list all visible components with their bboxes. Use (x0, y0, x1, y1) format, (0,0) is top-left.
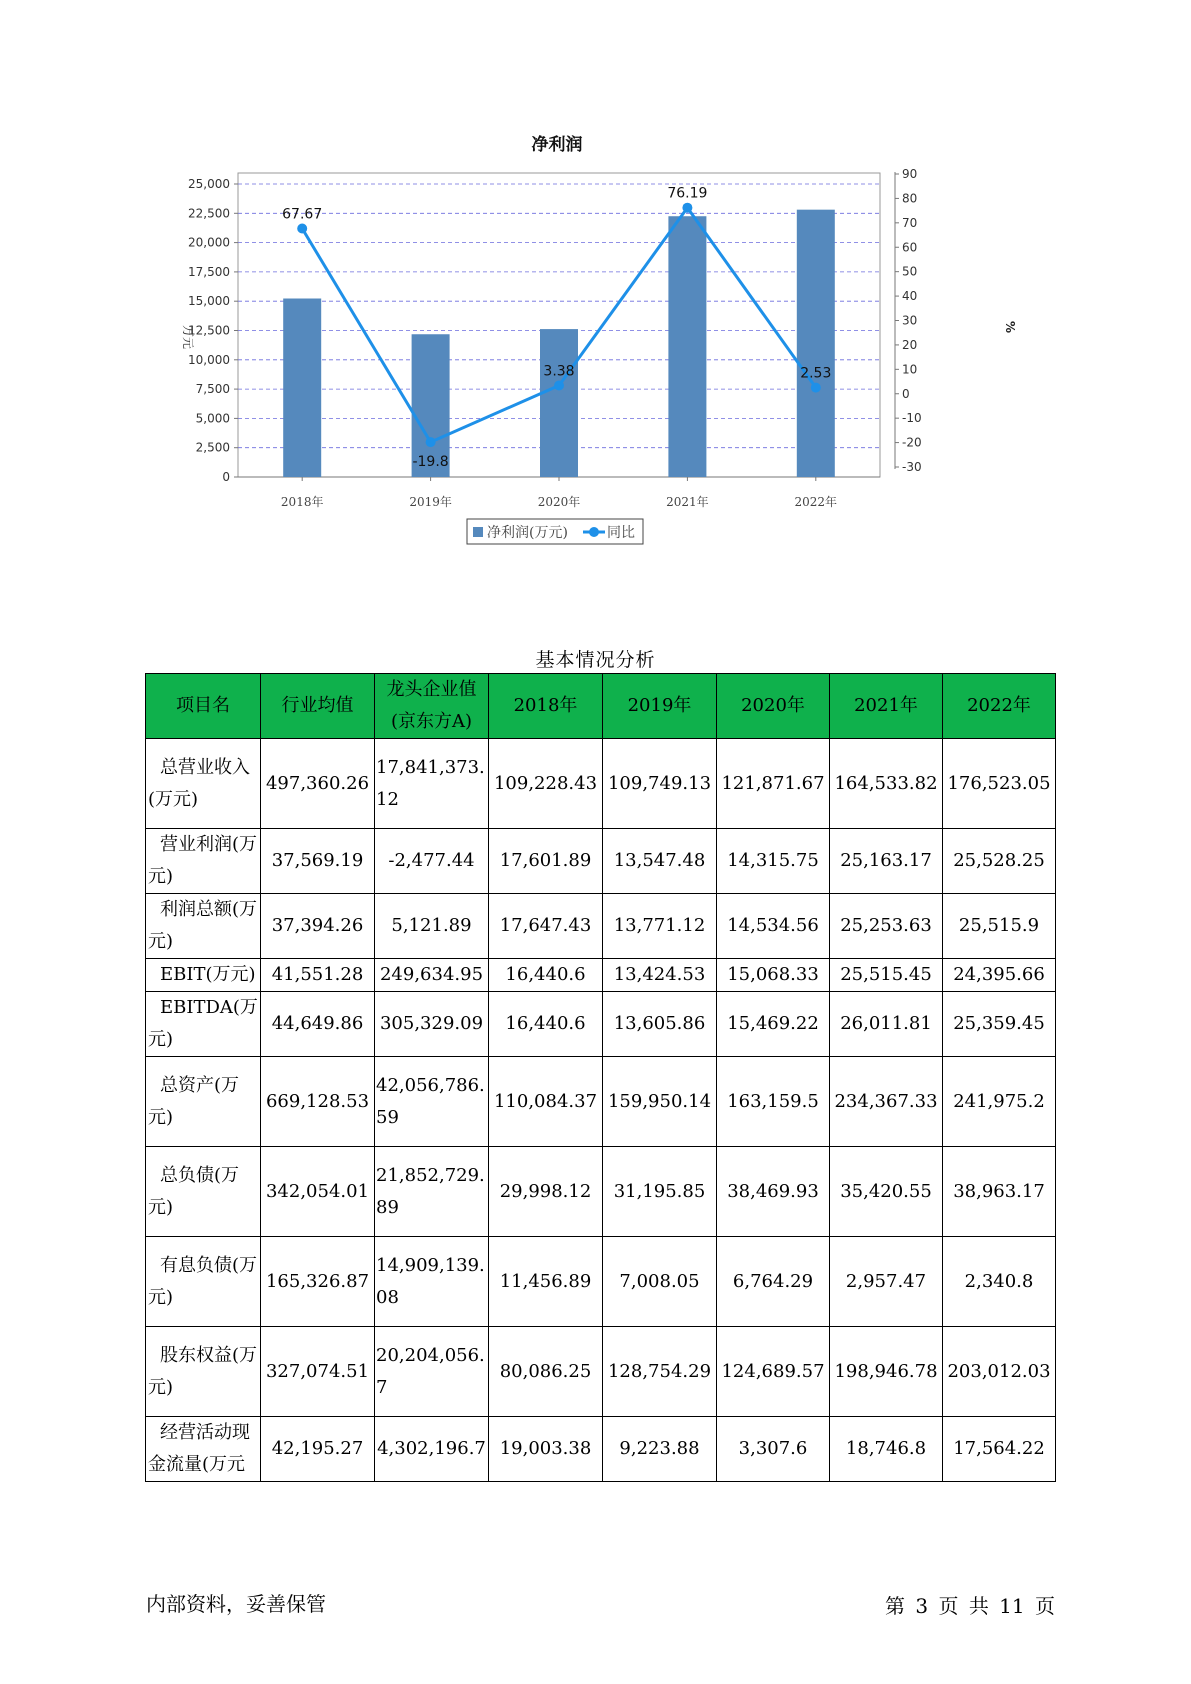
table-cell: 15,068.33 (717, 959, 830, 992)
row-label: 经营活动现金流量(万元 (146, 1417, 261, 1482)
table-cell: 342,054.01 (261, 1147, 375, 1237)
table-row (146, 992, 1056, 1057)
table-cell: 18,746.8 (830, 1417, 943, 1482)
table-row (146, 1237, 1056, 1327)
table-cell: 17,564.22 (943, 1417, 1056, 1482)
right-tick-label: 60 (902, 240, 918, 255)
table-cell: 198,946.78 (830, 1327, 943, 1417)
yoy-point (811, 383, 821, 393)
table-cell: 31,195.85 (603, 1147, 717, 1237)
table-cell: 669,128.53 (261, 1057, 375, 1147)
right-tick-label: 80 (902, 191, 918, 206)
y-tick-label: 22,500 (188, 206, 230, 221)
table-cell: 16,440.6 (489, 959, 603, 992)
table-cell: 17,841,373.12 (375, 739, 489, 829)
header-cell: 2022年 (943, 674, 1056, 739)
table-cell: 14,315.75 (717, 829, 830, 894)
table-cell: 24,395.66 (943, 959, 1056, 992)
x-tick-label: 2019年 (409, 495, 452, 509)
row-label: 利润总额(万元) (146, 894, 261, 959)
table-cell: 44,649.86 (261, 992, 375, 1057)
bar-2021 (668, 216, 706, 477)
right-tick-label: 20 (902, 337, 918, 352)
y-tick-label: 2,500 (195, 440, 230, 455)
yoy-data-label: 76.19 (667, 185, 708, 202)
header-cell: 2018年 (489, 674, 603, 739)
analysis-table (145, 673, 1056, 1482)
yoy-data-label: 67.67 (282, 206, 323, 223)
table-cell: 25,163.17 (830, 829, 943, 894)
table-cell: 38,469.93 (717, 1147, 830, 1237)
table-cell: 176,523.05 (943, 739, 1056, 829)
yoy-point (426, 437, 436, 447)
header-cell: 2019年 (603, 674, 717, 739)
table-cell: 497,360.26 (261, 739, 375, 829)
table-cell: 13,547.48 (603, 829, 717, 894)
table-cell: 37,569.19 (261, 829, 375, 894)
footer-confidential-note: 内部资料，妥善保管 (146, 1592, 326, 1616)
table-cell: 41,551.28 (261, 959, 375, 992)
table-cell: 241,975.2 (943, 1057, 1056, 1147)
row-label: 总资产(万元) (146, 1057, 261, 1147)
table-cell: 327,074.51 (261, 1327, 375, 1417)
right-tick-label: -20 (902, 435, 922, 450)
yoy-data-label: -19.8 (412, 454, 449, 471)
table-row (146, 1327, 1056, 1417)
table-cell: 2,957.47 (830, 1237, 943, 1327)
legend-bar-label: 净利润(万元) (487, 525, 568, 541)
y-axis-label: 万元 (181, 324, 195, 350)
table-cell: 5,121.89 (375, 894, 489, 959)
y-tick-label: 10,000 (188, 352, 230, 367)
table-cell: 4,302,196.7 (375, 1417, 489, 1482)
table-cell: 26,011.81 (830, 992, 943, 1057)
x-tick-label: 2020年 (537, 495, 581, 509)
chart-title: 净利润 (531, 135, 583, 155)
table-cell: 9,223.88 (603, 1417, 717, 1482)
table-cell: 17,601.89 (489, 829, 603, 894)
x-tick-label: 2021年 (666, 495, 709, 509)
y-tick-label: 7,500 (195, 382, 230, 397)
y-tick-label: 25,000 (188, 177, 230, 191)
header-cell: 2021年 (830, 674, 943, 739)
right-tick-label: 90 (902, 167, 918, 181)
table-cell: 25,515.45 (830, 959, 943, 992)
table-cell: 14,909,139.08 (375, 1237, 489, 1327)
row-label: 有息负债(万元) (146, 1237, 261, 1327)
table-cell: 164,533.82 (830, 739, 943, 829)
bar-2018 (283, 299, 321, 477)
table-row (146, 1417, 1056, 1482)
table-cell: 15,469.22 (717, 992, 830, 1057)
table-cell: 25,359.45 (943, 992, 1056, 1057)
table-cell: 165,326.87 (261, 1237, 375, 1327)
right-tick-label: -30 (902, 460, 922, 474)
y-tick-label: 5,000 (195, 411, 230, 426)
legend-bar-swatch (473, 527, 483, 537)
table-cell: -2,477.44 (375, 829, 489, 894)
table-cell: 38,963.17 (943, 1147, 1056, 1237)
row-label: 总营业收入(万元) (146, 739, 261, 829)
header-cell: 2020年 (717, 674, 830, 739)
table-cell: 11,456.89 (489, 1237, 603, 1327)
right-tick-label: 70 (902, 215, 918, 230)
table-cell: 42,056,786.59 (375, 1057, 489, 1147)
table-row (146, 1147, 1056, 1237)
table-cell: 25,253.63 (830, 894, 943, 959)
table-row (146, 894, 1056, 959)
y-tick-label: 17,500 (188, 264, 230, 279)
yoy-point (554, 380, 564, 390)
yoy-point (682, 203, 692, 213)
table-cell: 80,086.25 (489, 1327, 603, 1417)
x-tick-label: 2018年 (280, 495, 324, 509)
table-cell: 19,003.38 (489, 1417, 603, 1482)
row-label: EBIT(万元) (146, 959, 261, 992)
legend-line-marker (589, 527, 599, 537)
table-cell: 109,228.43 (489, 739, 603, 829)
table-cell: 42,195.27 (261, 1417, 375, 1482)
table-cell: 14,534.56 (717, 894, 830, 959)
bar-2020 (540, 329, 578, 477)
legend-line-label: 同比 (607, 525, 635, 541)
table-cell: 305,329.09 (375, 992, 489, 1057)
table-row (146, 829, 1056, 894)
table-cell: 37,394.26 (261, 894, 375, 959)
table-cell: 109,749.13 (603, 739, 717, 829)
right-tick-label: 50 (902, 264, 918, 279)
table-cell: 124,689.57 (717, 1327, 830, 1417)
row-label: 总负债(万元) (146, 1147, 261, 1237)
right-tick-label: -10 (902, 411, 922, 426)
right-tick-label: 40 (902, 289, 918, 304)
table-cell: 25,528.25 (943, 829, 1056, 894)
table-cell: 128,754.29 (603, 1327, 717, 1417)
table-cell: 13,771.12 (603, 894, 717, 959)
table-cell: 35,420.55 (830, 1147, 943, 1237)
table-caption: 基本情况分析 (535, 649, 656, 671)
row-label: 营业利润(万元) (146, 829, 261, 894)
table-cell: 110,084.37 (489, 1057, 603, 1147)
table-cell: 163,159.5 (717, 1057, 830, 1147)
right-tick-label: 0 (902, 386, 910, 401)
table-cell: 20,204,056.7 (375, 1327, 489, 1417)
table-row (146, 1057, 1056, 1147)
table-cell: 249,634.95 (375, 959, 489, 992)
row-label: 股东权益(万元) (146, 1327, 261, 1417)
right-tick-label: 10 (902, 362, 918, 377)
header-cell: 项目名 (146, 674, 261, 739)
y-tick-label: 15,000 (188, 294, 230, 309)
row-label: EBITDA(万元) (146, 992, 261, 1057)
y-tick-label: 12,500 (188, 323, 230, 338)
right-tick-label: 30 (902, 313, 918, 328)
table-cell: 2,340.8 (943, 1237, 1056, 1327)
table-row (146, 739, 1056, 829)
chart-canvas (170, 135, 1040, 595)
table-cell: 25,515.9 (943, 894, 1056, 959)
footer-page-number: 第 3 页 共 11 页 (885, 1594, 1055, 1618)
y-tick-label: 0 (222, 470, 230, 484)
bar-2022 (797, 210, 835, 477)
header-cell: 龙头企业值(京东方A) (375, 674, 489, 739)
x-tick-label: 2022年 (794, 495, 838, 509)
table-cell: 3,307.6 (717, 1417, 830, 1482)
yoy-data-label: 3.38 (543, 363, 575, 380)
table-cell: 203,012.03 (943, 1327, 1056, 1417)
net-profit-chart (170, 135, 1040, 595)
yoy-point (297, 224, 307, 234)
right-axis-label: % (1003, 320, 1017, 334)
table-cell: 21,852,729.89 (375, 1147, 489, 1237)
table-cell: 159,950.14 (603, 1057, 717, 1147)
table-cell: 234,367.33 (830, 1057, 943, 1147)
table-cell: 7,008.05 (603, 1237, 717, 1327)
table-cell: 29,998.12 (489, 1147, 603, 1237)
table-cell: 121,871.67 (717, 739, 830, 829)
table-header-row (146, 674, 1056, 739)
header-cell: 行业均值 (261, 674, 375, 739)
table-cell: 16,440.6 (489, 992, 603, 1057)
table-cell: 17,647.43 (489, 894, 603, 959)
table-cell: 6,764.29 (717, 1237, 830, 1327)
table-cell: 13,605.86 (603, 992, 717, 1057)
table-body (146, 739, 1056, 1482)
table-row (146, 959, 1056, 992)
yoy-data-label: 2.53 (800, 365, 832, 382)
y-tick-label: 20,000 (188, 235, 230, 250)
table-cell: 13,424.53 (603, 959, 717, 992)
